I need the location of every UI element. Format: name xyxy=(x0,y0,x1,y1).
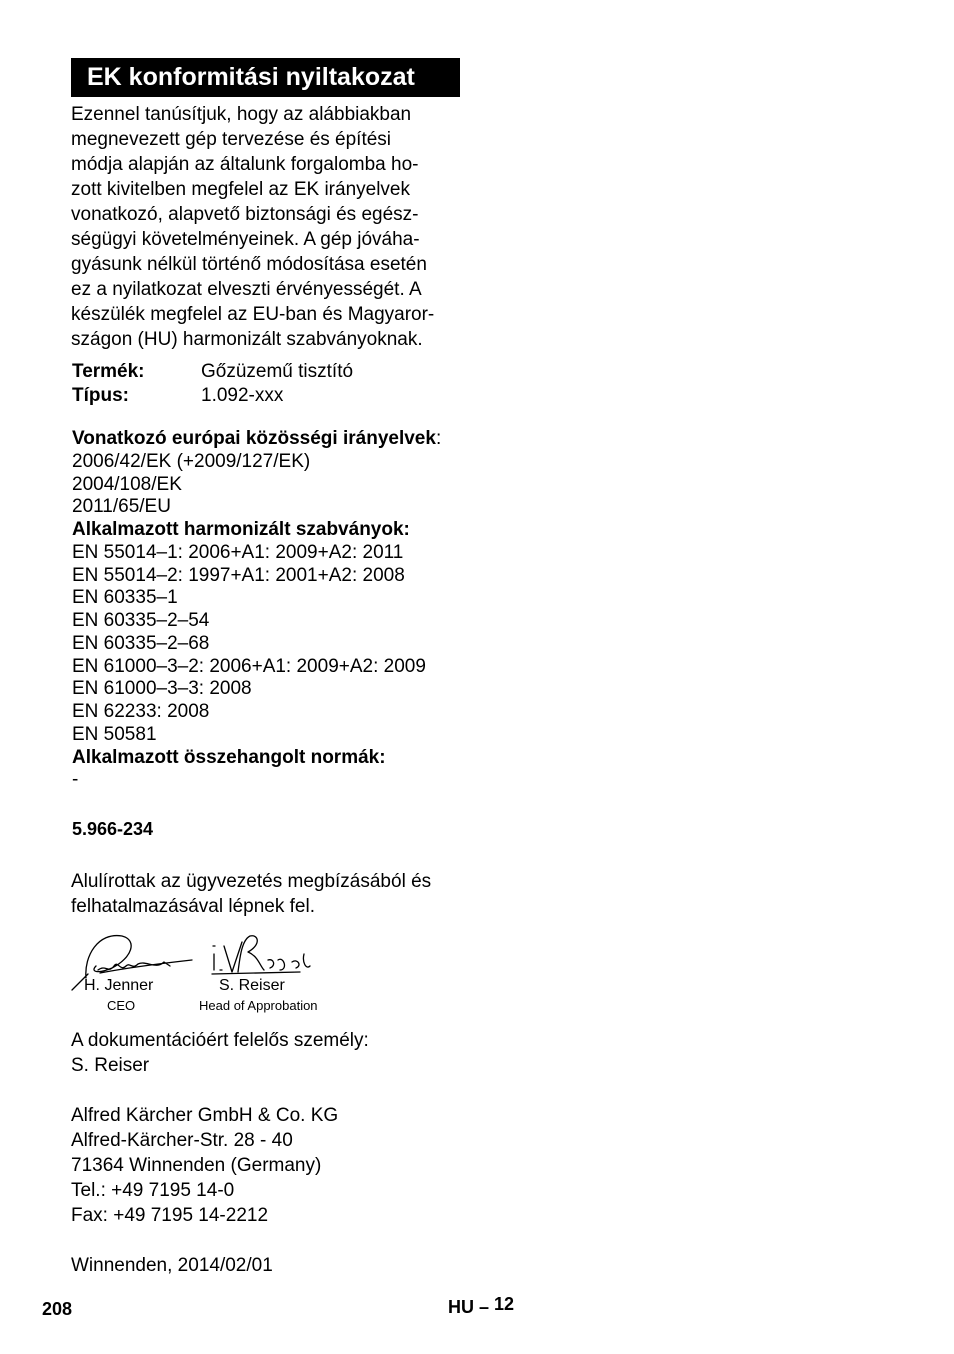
intro-line: megnevezett gép tervezése és építési xyxy=(71,129,392,150)
intro-line: zott kivitelben megfelel az EK irányelvek xyxy=(71,179,410,200)
directives-heading: Vonatkozó európai közösségi irányelvek xyxy=(72,428,436,449)
signer-name: S. Reiser xyxy=(219,977,285,994)
intro-line: készülék megfelel az EU-ban és Magyaror- xyxy=(71,304,435,325)
address-line: Alfred Kärcher GmbH & Co. KG xyxy=(71,1105,339,1126)
intro-line: gyásunk nélkül történő módosítása esetén xyxy=(71,254,427,275)
standard-item: EN 60335–1 xyxy=(72,587,178,609)
product-label: Termék: xyxy=(72,361,145,382)
standard-item: EN 55014–1: 2006+A1: 2009+A2: 2011 xyxy=(72,541,404,563)
intro-line: ségügyi követelményeinek. A gép jóváha- xyxy=(71,229,420,250)
standard-item: EN 60335–2–68 xyxy=(72,632,210,654)
place-date: Winnenden, 2014/02/01 xyxy=(71,1255,273,1276)
declaration-text xyxy=(71,102,471,352)
doc-person-line: A dokumentációért felelős személy: xyxy=(71,1030,369,1051)
product-value: Gőzüzemű tisztító xyxy=(201,361,354,382)
intro-line: módja alapján az általunk forgalomba ho- xyxy=(71,154,419,175)
standard-item: EN 60335–2–54 xyxy=(72,610,210,631)
signer-name: H. Jenner xyxy=(84,977,154,994)
type-value: 1.092-xxx xyxy=(201,385,284,406)
documentation-person xyxy=(71,1028,369,1078)
directive-item: 2004/108/EK xyxy=(72,473,182,495)
product-row xyxy=(72,360,353,383)
intro-line: ez a nyilatkozat elveszti érvényességét. A xyxy=(71,279,422,300)
standards-block xyxy=(72,428,441,792)
directives-heading-row xyxy=(72,428,441,451)
signature-reiser xyxy=(212,936,310,974)
address-line: Fax: +49 7195 14-2212 xyxy=(71,1205,269,1226)
language-code: HU xyxy=(448,1297,474,1317)
standard-item: EN 61000–3–2: 2006+A1: 2009+A2: 2009 xyxy=(72,655,426,677)
page-title: EK konformitási nyiltakozat xyxy=(71,58,460,97)
address-line: Alfred-Kärcher-Str. 28 - 40 xyxy=(71,1130,293,1151)
document-code: 5.966-234 xyxy=(72,819,154,839)
standard-item: EN 62233: 2008 xyxy=(72,701,210,722)
address-line: Tel.: +49 7195 14-0 xyxy=(71,1180,235,1201)
doc-person-line: S. Reiser xyxy=(71,1055,150,1076)
standard-item: EN 61000–3–3: 2008 xyxy=(72,678,252,700)
address-line: 71364 Winnenden (Germany) xyxy=(71,1155,322,1176)
norms-value: - xyxy=(72,769,79,791)
type-label: Típus: xyxy=(72,385,129,406)
authority-text xyxy=(71,869,431,919)
norms-heading: Alkalmazott összehangolt normák: xyxy=(72,746,386,768)
signer-role: Head of Approbation xyxy=(199,998,318,1013)
type-row xyxy=(72,384,283,407)
section-page-number: 12 xyxy=(494,1294,515,1314)
intro-line: szágon (HU) harmonizált szabványoknak. xyxy=(71,329,423,350)
directive-item: 2011/65/EU xyxy=(72,496,171,518)
standard-item: EN 55014–2: 1997+A1: 2001+A2: 2008 xyxy=(72,564,405,586)
signer-role: CEO xyxy=(107,998,136,1013)
section-page-label xyxy=(448,1294,515,1318)
directive-item: 2006/42/EK (+2009/127/EK) xyxy=(72,450,311,472)
intro-line: vonatkozó, alapvető biztonsági és egész- xyxy=(71,204,419,225)
page-number: 208 xyxy=(42,1299,73,1319)
footer-dash: – xyxy=(479,1297,490,1317)
authority-line: Alulírottak az ügyvezetés megbízásából és xyxy=(71,871,432,892)
directives-heading-suffix: : xyxy=(435,428,442,449)
intro-line: Ezennel tanúsítjuk, hogy az alábbiakban xyxy=(71,104,412,125)
standard-item: EN 50581 xyxy=(72,723,157,745)
company-address xyxy=(71,1103,338,1228)
standards-heading: Alkalmazott harmonizált szabványok: xyxy=(72,519,410,540)
authority-line: felhatalmazásával lépnek fel. xyxy=(71,896,315,917)
